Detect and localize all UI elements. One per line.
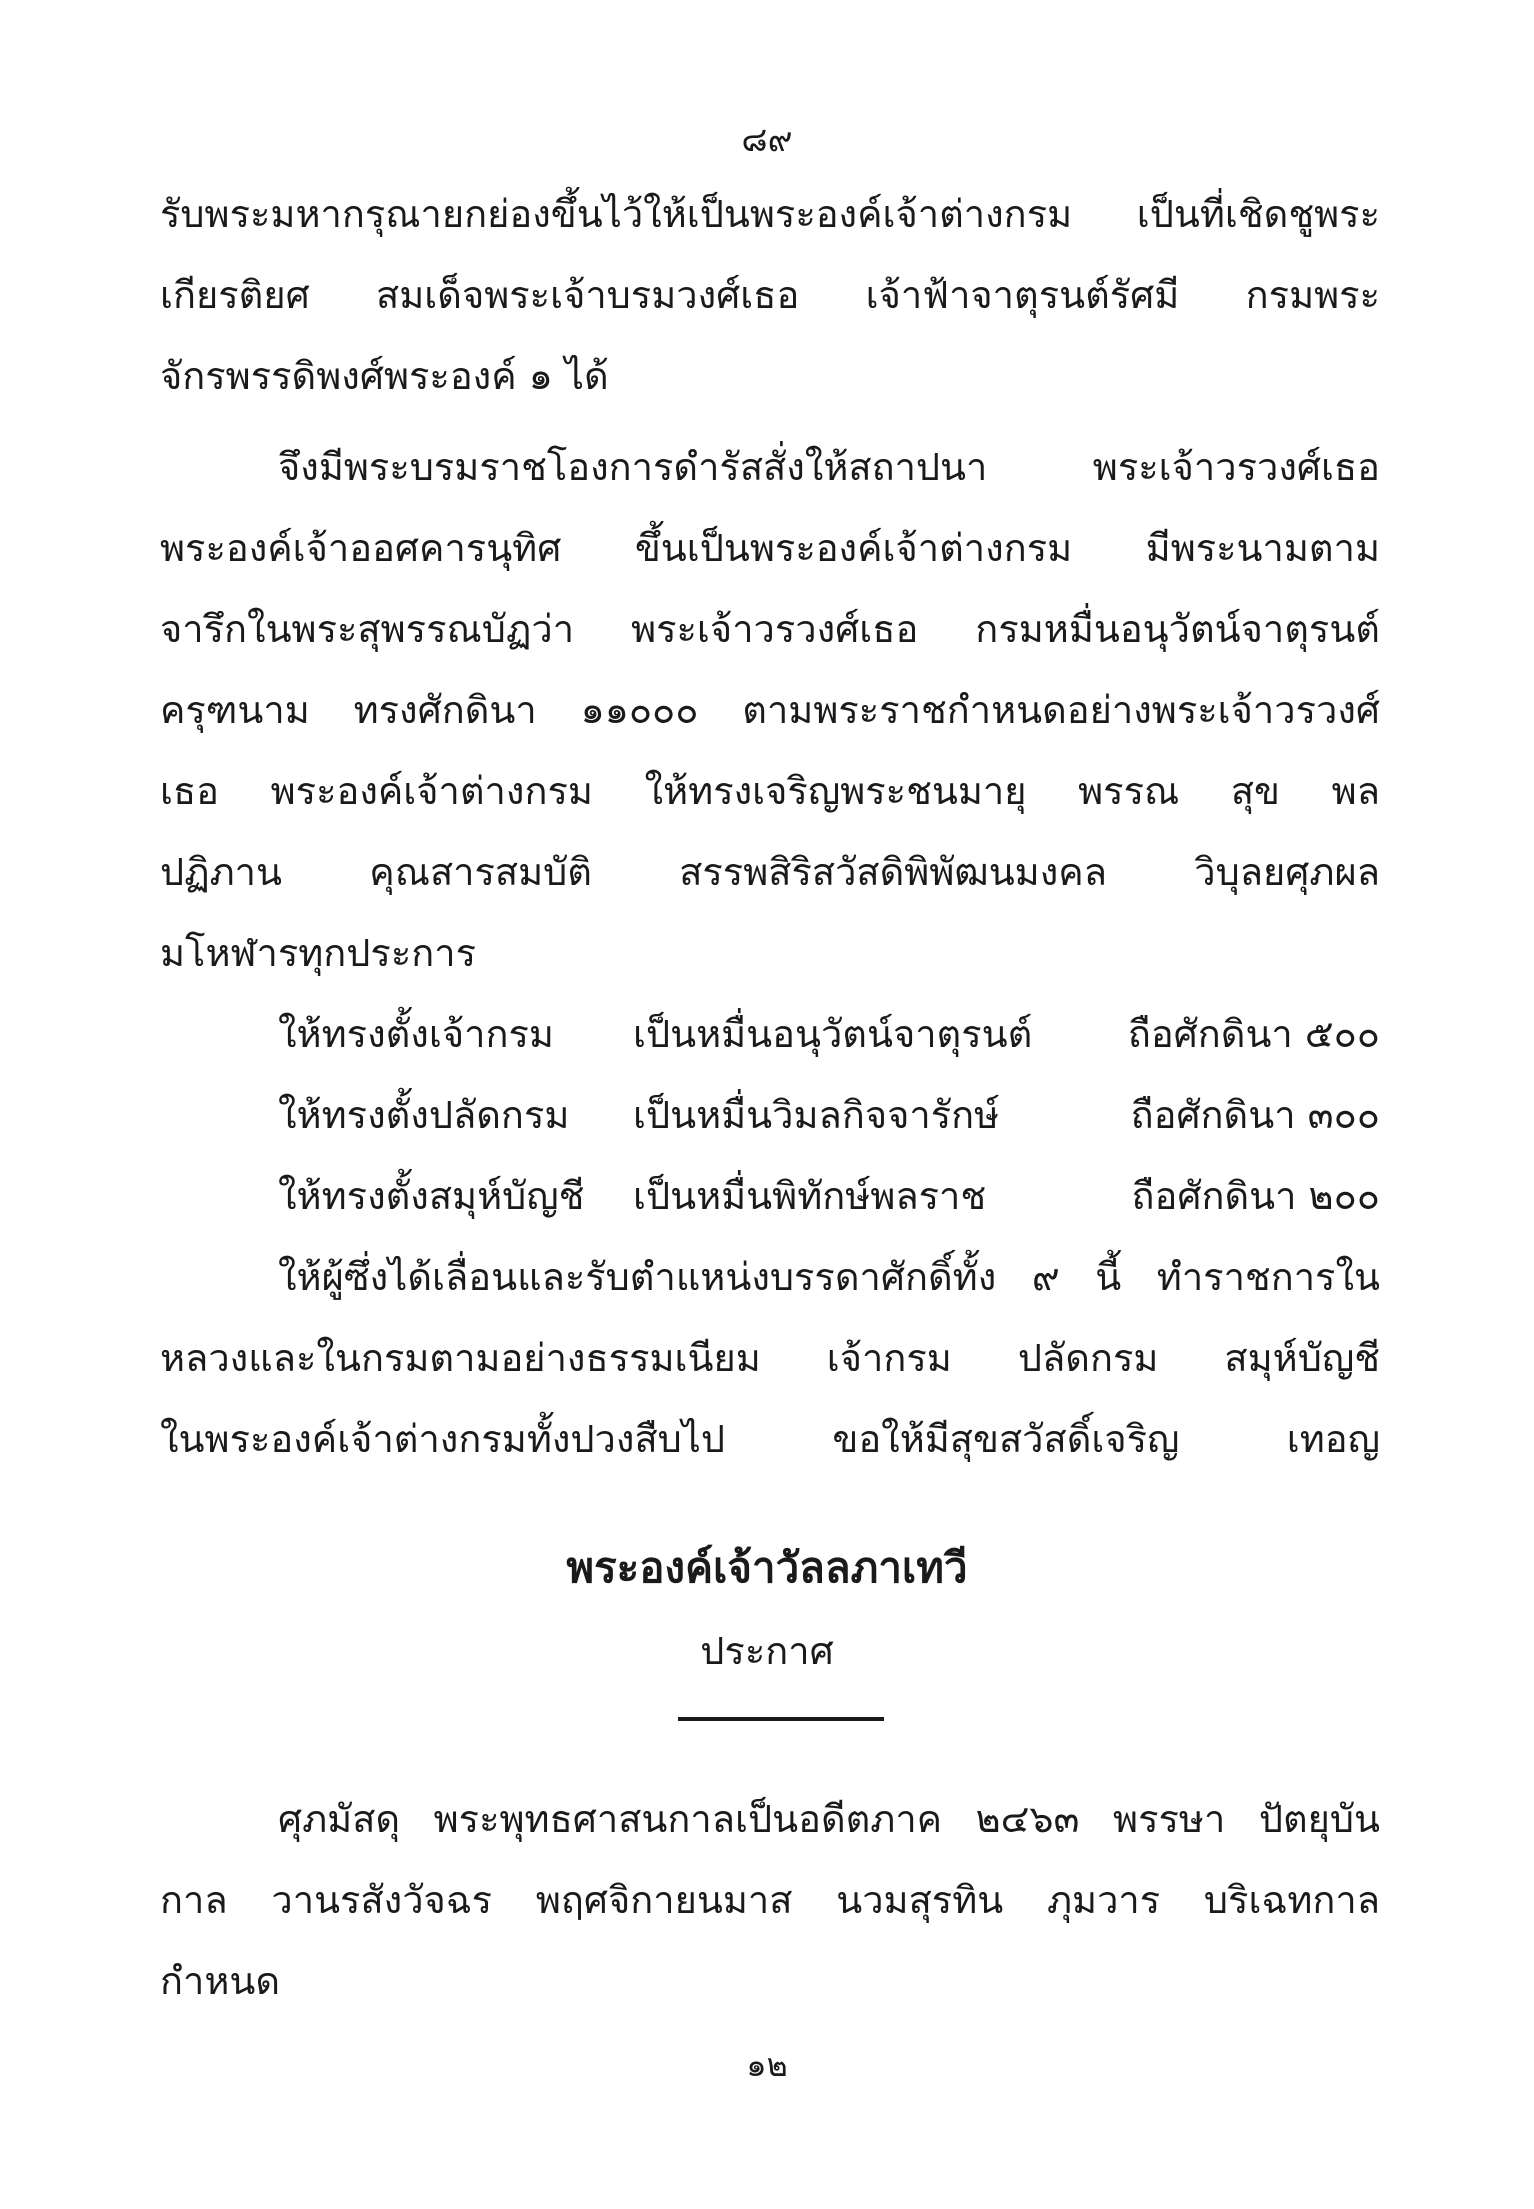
text-line: เธอ พระองค์เจ้าต่างกรม ให้ทรงเจริญพระชนมายุ พรรณ สุข พล [160,769,1380,813]
appointment-sakdina: ถือศักดินา ๒๐๐ [1131,1174,1380,1218]
text-line: จารึกในพระสุพรรณบัฏว่า พระเจ้าวรวงศ์เธอ กรมหมื่นอนุวัตน์จาตุรนต์ [160,607,1380,651]
appointment-title: เป็นหมื่นอนุวัตน์จาตุรนต์ [633,1012,1033,1056]
appointment-sakdina: ถือศักดินา ๓๐๐ [1130,1093,1380,1137]
appointment-role: ให้ทรงตั้งเจ้ากรม [278,1012,554,1056]
text-line: รับพระมหากรุณายกย่องขึ้นไว้ให้เป็นพระองค์เจ้าต่างกรม เป็นที่เชิดชูพระ [160,192,1380,236]
appointment-sakdina: ถือศักดินา ๕๐๐ [1127,1012,1380,1056]
text-line: จักรพรรดิพงศ์พระองค์ ๑ ได้ [160,354,609,398]
text-line: กาล วานรสังวัจฉร พฤศจิกายนมาส นวมสุรทิน ภุมวาร บริเฉทกาล [160,1878,1380,1922]
page-number-top: ๘๙ [741,120,793,160]
appointment-title: เป็นหมื่นวิมลกิจจารักษ์ [633,1093,1000,1137]
signer-name: พระองค์เจ้าวัลลภาเทวี [566,1543,968,1592]
text-line: ศุภมัสดุ พระพุทธศาสนกาลเป็นอดีตภาค ๒๔๖๓ พรรษา ปัตยุบัน [278,1797,1380,1841]
appointment-title: เป็นหมื่นพิทักษ์พลราช [633,1174,987,1218]
text-line: จึงมีพระบรมราชโองการดำรัสสั่งให้สถาปนา พระเจ้าวรวงศ์เธอ [278,445,1380,489]
proclaim-label: ประกาศ [700,1629,834,1673]
text-line: พระองค์เจ้าออศคารนุทิศ ขึ้นเป็นพระองค์เจ้าต่างกรม มีพระนามตาม [160,526,1380,570]
text-line: กำหนด [160,1959,281,2003]
text-line: ครุฑนาม ทรงศักดินา ๑๑๐๐๐ ตามพระราชกำหนดอย่างพระเจ้าวรวงศ์ [160,688,1380,732]
text-line: ให้ผู้ซึ่งได้เลื่อนและรับตำแหน่งบรรดาศักดิ์ทั้ง ๙ นี้ ทำราชการใน [278,1255,1380,1299]
text-line: เกียรติยศ สมเด็จพระเจ้าบรมวงศ์เธอ เจ้าฟ้าจาตุรนต์รัศมี กรมพระ [160,273,1380,317]
appointment-role: ให้ทรงตั้งปลัดกรม [278,1093,570,1137]
text-line: หลวงและในกรมตามอย่างธรรมเนียม เจ้ากรม ปลัดกรม สมุห์บัญชี [160,1336,1380,1380]
text-line: ในพระองค์เจ้าต่างกรมทั้งปวงสืบไป ขอให้มีสุขสวัสดิ์เจริญ เทอญ [160,1417,1380,1461]
appointment-role: ให้ทรงตั้งสมุห์บัญชี [278,1174,585,1218]
page-number-bottom: ๑๒ [746,2046,788,2084]
text-line: มโหฬารทุกประการ [160,931,476,975]
divider-rule [678,1717,884,1721]
text-line: ปฏิภาน คุณสารสมบัติ สรรพสิริสวัสดิพิพัฒนมงคล วิบุลยศุภผล [160,850,1380,894]
